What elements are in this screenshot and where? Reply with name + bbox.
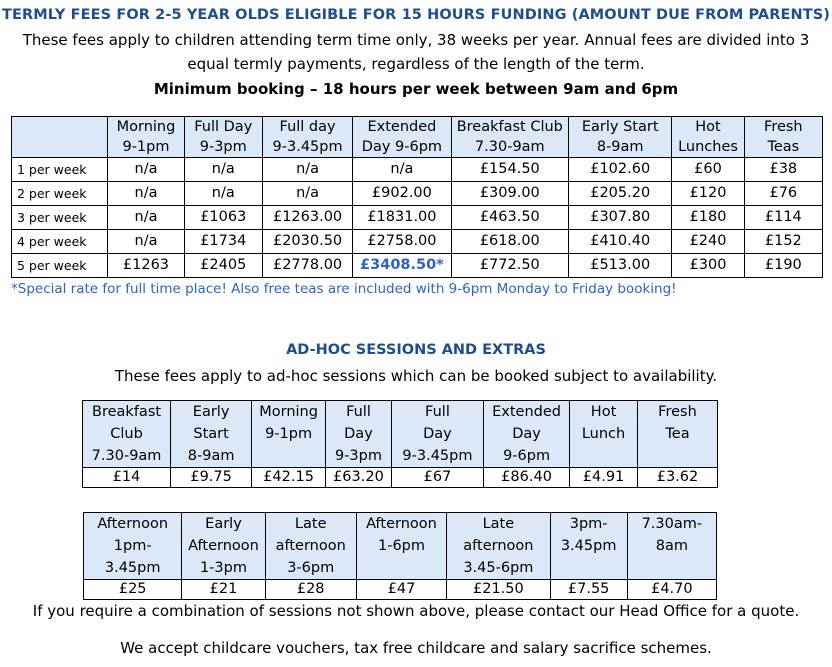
- price-cell: £42.15: [252, 468, 326, 488]
- col-header: Fresh Tea: [637, 401, 717, 468]
- price-cell: £28: [265, 580, 356, 600]
- corner-cell: [12, 117, 108, 158]
- price-cell: £21: [182, 580, 265, 600]
- table-cell: £1063: [184, 206, 262, 230]
- col-header: Full Day 9-3pm: [184, 117, 262, 158]
- intro-line-1: These fees apply to children attending term time only, 38 weeks per year. Annual fees are divided into 3: [22, 31, 810, 49]
- col-header: Full Day 9-3.45pm: [391, 401, 483, 468]
- table-cell: £1263: [108, 254, 184, 278]
- table-cell: £102.60: [569, 158, 672, 182]
- table-cell: £38: [744, 158, 822, 182]
- table-cell: n/a: [262, 182, 352, 206]
- table-row: [12, 182, 823, 206]
- col-header: Hot Lunches: [672, 117, 744, 158]
- termly-header-row: [12, 117, 823, 158]
- col-header: 3pm- 3.45pm: [550, 513, 627, 580]
- table-cell: £2405: [184, 254, 262, 278]
- price-cell: £86.40: [484, 468, 570, 488]
- price-cell: £7.55: [550, 580, 627, 600]
- table-cell: £307.80: [569, 206, 672, 230]
- afternoon-header-row: [84, 513, 717, 580]
- table-cell: £76: [744, 182, 822, 206]
- vouchers-note: We accept childcare vouchers, tax free childcare and salary sacrifice schemes.: [120, 639, 712, 657]
- price-cell: £67: [391, 468, 483, 488]
- table-cell: £120: [672, 182, 744, 206]
- combination-note: If you require a combination of sessions not shown above, please contact our Head Office for a quote.: [32, 602, 800, 620]
- col-header: Early Afternoon 1-3pm: [182, 513, 265, 580]
- col-header: Early Start 8-9am: [171, 401, 252, 468]
- table-cell: £300: [672, 254, 744, 278]
- table-cell: n/a: [262, 158, 352, 182]
- table-cell: £180: [672, 206, 744, 230]
- row-label: 5 per week: [12, 254, 108, 278]
- table-cell: £154.50: [451, 158, 568, 182]
- col-header: Extended Day 9-6pm: [484, 401, 570, 468]
- table-cell: £309.00: [451, 182, 568, 206]
- intro-line-2: equal termly payments, regardless of the length of the term.: [187, 55, 645, 73]
- table-cell: n/a: [184, 182, 262, 206]
- col-header: Extended Day 9-6pm: [353, 117, 451, 158]
- col-header: Morning 9-1pm: [252, 401, 326, 468]
- col-header: Early Start 8-9am: [569, 117, 672, 158]
- adhoc-sessions-table: [82, 400, 718, 488]
- col-header: Afternoon 1-6pm: [356, 513, 446, 580]
- table-cell: £152: [744, 230, 822, 254]
- price-cell: £25: [84, 580, 182, 600]
- table-cell: £463.50: [451, 206, 568, 230]
- col-header: Breakfast Club 7.30-9am: [451, 117, 568, 158]
- price-cell: £9.75: [171, 468, 252, 488]
- table-cell: £2758.00: [353, 230, 451, 254]
- price-cell: £3.62: [637, 468, 717, 488]
- col-header: Late afternoon 3-6pm: [265, 513, 356, 580]
- col-header: Morning 9-1pm: [108, 117, 184, 158]
- col-header: Full day 9-3.45pm: [262, 117, 352, 158]
- table-cell: n/a: [108, 158, 184, 182]
- row-label: 1 per week: [12, 158, 108, 182]
- table-cell: n/a: [353, 158, 451, 182]
- price-cell: £21.50: [447, 580, 550, 600]
- termly-fees-table: [11, 116, 823, 278]
- col-header: Full Day 9-3pm: [326, 401, 392, 468]
- table-cell: n/a: [108, 182, 184, 206]
- price-cell: £4.70: [627, 580, 716, 600]
- table-cell: £1263.00: [262, 206, 352, 230]
- col-header: Afternoon 1pm- 3.45pm: [84, 513, 182, 580]
- table-cell: £2030.50: [262, 230, 352, 254]
- table-cell: £190: [744, 254, 822, 278]
- table-cell: £410.40: [569, 230, 672, 254]
- table-cell: n/a: [184, 158, 262, 182]
- adhoc-heading: AD-HOC SESSIONS AND EXTRAS: [286, 342, 546, 358]
- col-header: Fresh Teas: [744, 117, 822, 158]
- table-cell: £114: [744, 206, 822, 230]
- adhoc-header-row: [83, 401, 718, 468]
- price-cell: £14: [83, 468, 171, 488]
- afternoon-price-row: [84, 580, 717, 600]
- table-row: [12, 254, 823, 278]
- table-cell: £205.20: [569, 182, 672, 206]
- table-cell: £1734: [184, 230, 262, 254]
- special-rate-note: *Special rate for full time place! Also free teas are included with 9-6pm Monday to Friday booking!: [11, 281, 677, 297]
- table-cell: £902.00: [353, 182, 451, 206]
- price-cell: £63.20: [326, 468, 392, 488]
- col-header: Breakfast Club 7.30-9am: [83, 401, 171, 468]
- table-cell: £2778.00: [262, 254, 352, 278]
- col-header: 7.30am- 8am: [627, 513, 716, 580]
- price-cell: £4.91: [570, 468, 638, 488]
- row-label: 3 per week: [12, 206, 108, 230]
- afternoon-sessions-table: [83, 512, 717, 600]
- table-cell: £240: [672, 230, 744, 254]
- col-header: Late afternoon 3.45-6pm: [447, 513, 550, 580]
- special-rate-cell: £3408.50*: [353, 254, 451, 278]
- minimum-booking: Minimum booking – 18 hours per week between 9am and 6pm: [153, 80, 679, 98]
- price-cell: £47: [356, 580, 446, 600]
- col-header: Hot Lunch: [570, 401, 638, 468]
- table-cell: £772.50: [451, 254, 568, 278]
- row-label: 4 per week: [12, 230, 108, 254]
- table-row: [12, 230, 823, 254]
- table-cell: n/a: [108, 206, 184, 230]
- table-cell: £1831.00: [353, 206, 451, 230]
- row-label: 2 per week: [12, 182, 108, 206]
- adhoc-intro: These fees apply to ad-hoc sessions which can be booked subject to availability.: [114, 367, 718, 385]
- table-row: [12, 206, 823, 230]
- page-title: TERMLY FEES FOR 2-5 YEAR OLDS ELIGIBLE FOR 15 HOURS FUNDING (AMOUNT DUE FROM PARENTS): [2, 7, 830, 23]
- table-cell: £60: [672, 158, 744, 182]
- adhoc-price-row: [83, 468, 718, 488]
- table-row: [12, 158, 823, 182]
- table-cell: n/a: [108, 230, 184, 254]
- table-cell: £513.00: [569, 254, 672, 278]
- table-cell: £618.00: [451, 230, 568, 254]
